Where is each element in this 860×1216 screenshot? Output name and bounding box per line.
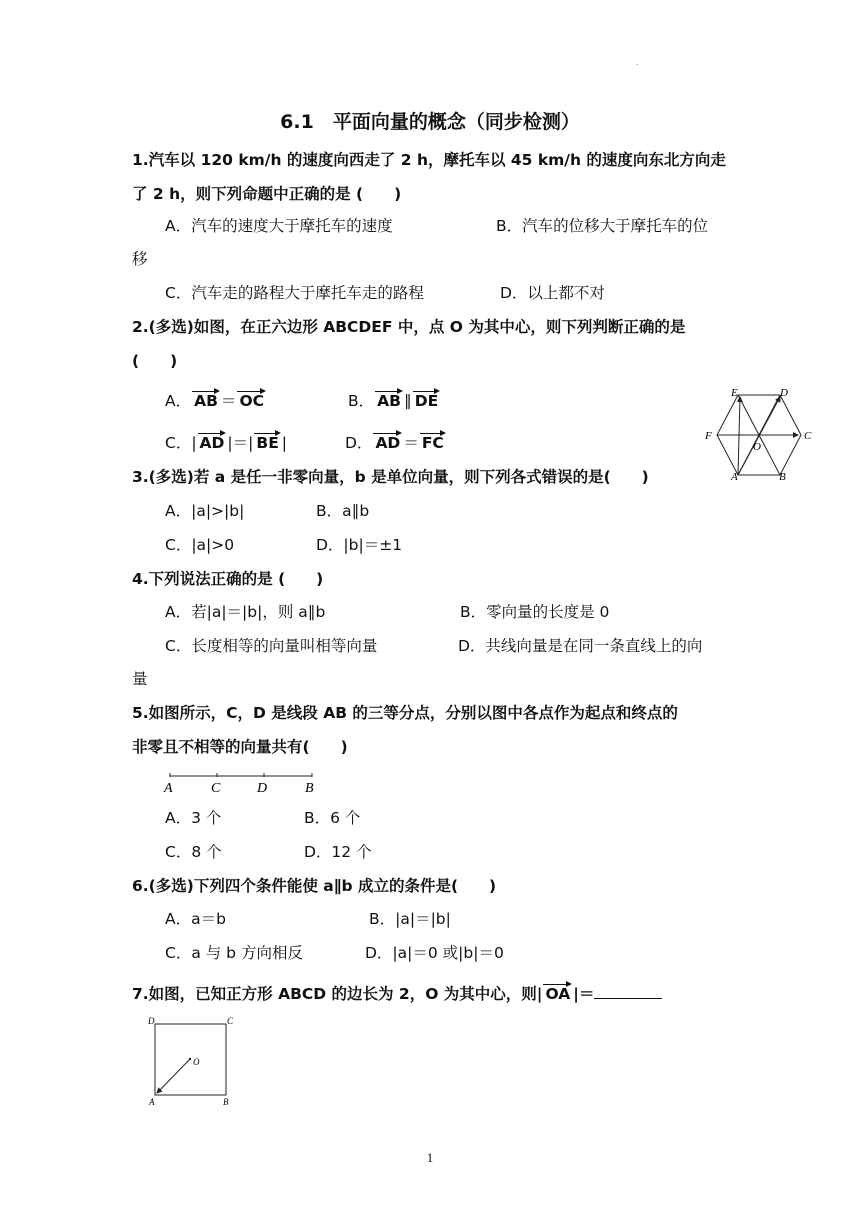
- parallel-sign: ∥: [403, 392, 412, 410]
- q4-option-d: D．共线向量是在同一条直线上的向: [458, 637, 703, 655]
- q4-stem: 4.下列说法正确的是 ( ): [132, 570, 324, 588]
- q3-option-d: D．|b|＝±1: [316, 536, 403, 554]
- q2-option-d-label: D．: [345, 434, 373, 452]
- answer-blank[interactable]: [594, 984, 662, 999]
- abs-equals: |＝|: [227, 434, 254, 452]
- q3-option-a: A．|a|>|b|: [165, 502, 245, 520]
- q3-option-b: B．a∥b: [316, 502, 370, 520]
- label-o: O: [753, 441, 761, 453]
- q6-option-c: C．a 与 b 方向相反: [165, 944, 303, 962]
- q2-option-c-label: C．|: [165, 434, 197, 452]
- vector-ad: AD: [199, 434, 225, 452]
- page-number: 1: [426, 1150, 434, 1165]
- label-d: D: [780, 387, 788, 399]
- page-title: 6.1 平面向量的概念（同步检测）: [280, 111, 580, 133]
- vector-fc: FC: [421, 434, 444, 452]
- q1-stem-line2: 了 2 h，则下列命题中正确的是 ( ): [132, 185, 402, 203]
- q2-option-b: [348, 391, 441, 411]
- segment-figure: [160, 768, 330, 798]
- label-d: D: [257, 781, 268, 796]
- q6-option-d: D．|a|＝0 或|b|＝0: [365, 944, 504, 962]
- arrow-ae: [738, 397, 740, 475]
- q6-option-b: B．|a|＝|b|: [369, 910, 451, 928]
- label-a: A: [164, 781, 173, 796]
- equals-sign: ＝: [220, 392, 237, 410]
- label-c: C: [227, 1016, 234, 1026]
- q5-stem-line2: 非零且不相等的向量共有( ): [132, 738, 348, 756]
- label-b: B: [305, 781, 314, 796]
- q4-option-d-continued: 量: [132, 670, 148, 688]
- header-dot: .: [636, 58, 639, 67]
- vector-oc: OC: [239, 392, 264, 410]
- q1-option-c: C．汽车走的路程大于摩托车走的路程: [165, 284, 424, 302]
- label-d: D: [148, 1016, 155, 1026]
- center-point: [189, 1058, 191, 1060]
- q4-option-b: B．零向量的长度是 0: [460, 603, 610, 621]
- label-b: B: [779, 471, 786, 483]
- equals-sign: ＝: [403, 434, 419, 452]
- label-a: A: [149, 1097, 155, 1107]
- label-b: B: [223, 1097, 229, 1107]
- vector-oa: OA: [545, 985, 571, 1003]
- q3-stem: 3.(多选)若 a 是任一非零向量，b 是单位向量，则下列各式错误的是( ): [132, 468, 649, 486]
- label-f: F: [705, 430, 712, 442]
- q1-option-a: A．汽车的速度大于摩托车的速度: [165, 217, 393, 235]
- label-c: C: [804, 430, 812, 442]
- q5-option-d: D．12 个: [304, 843, 372, 861]
- q7-stem-suffix: |＝: [573, 985, 595, 1003]
- q2-option-b-label: B．: [348, 392, 375, 410]
- hexagon-figure: [700, 383, 820, 483]
- q7-stem: [132, 984, 662, 1004]
- vector-be: BE: [256, 434, 279, 452]
- vector-ad: AD: [375, 434, 401, 452]
- label-o: O: [193, 1057, 200, 1067]
- q1-option-b-continued: 移: [132, 250, 148, 268]
- q7-stem-text: 7.如图，已知正方形 ABCD 的边长为 2，O 为其中心，则|: [132, 985, 543, 1003]
- vector-ab: AB: [194, 392, 218, 410]
- q5-option-b: B．6 个: [304, 809, 361, 827]
- q5-option-a: A．3 个: [165, 809, 222, 827]
- q2-option-a: [165, 391, 267, 411]
- q1-option-d: D．以上都不对: [500, 284, 605, 302]
- q1-stem-line1: 1.汽车以 120 km/h 的速度向西走了 2 h，摩托车以 45 km/h 的速度向东北方向走: [132, 151, 726, 169]
- q4-option-c: C．长度相等的向量叫相等向量: [165, 637, 378, 655]
- label-e: E: [731, 387, 738, 399]
- q5-stem-line1: 5.如图所示，C，D 是线段 AB 的三等分点，分别以图中各点作为起点和终点的: [132, 704, 678, 722]
- q2-option-a-label: A．: [165, 392, 192, 410]
- label-c: C: [211, 781, 221, 796]
- abs-bar: |: [281, 434, 288, 452]
- q4-option-a: A．若|a|＝|b|，则 a∥b: [165, 603, 326, 621]
- square-figure: [140, 1014, 250, 1114]
- q2-option-d: [345, 433, 447, 453]
- q6-option-a: A．a＝b: [165, 910, 226, 928]
- q6-stem: 6.(多选)下列四个条件能使 a∥b 成立的条件是( ): [132, 877, 497, 895]
- q1-option-b: B．汽车的位移大于摩托车的位: [496, 217, 709, 235]
- q2-stem-line1: 2.(多选)如图，在正六边形 ABCDEF 中，点 O 为其中心，则下列判断正确的是: [132, 318, 686, 336]
- arrow-oa: [157, 1059, 190, 1093]
- vector-ab: AB: [377, 392, 401, 410]
- q3-option-c: C．|a|>0: [165, 536, 235, 554]
- q2-stem-line2: ( ): [132, 352, 178, 370]
- label-a: A: [731, 471, 738, 483]
- q5-option-c: C．8 个: [165, 843, 222, 861]
- q2-option-c: [165, 433, 287, 453]
- vector-de: DE: [414, 392, 439, 410]
